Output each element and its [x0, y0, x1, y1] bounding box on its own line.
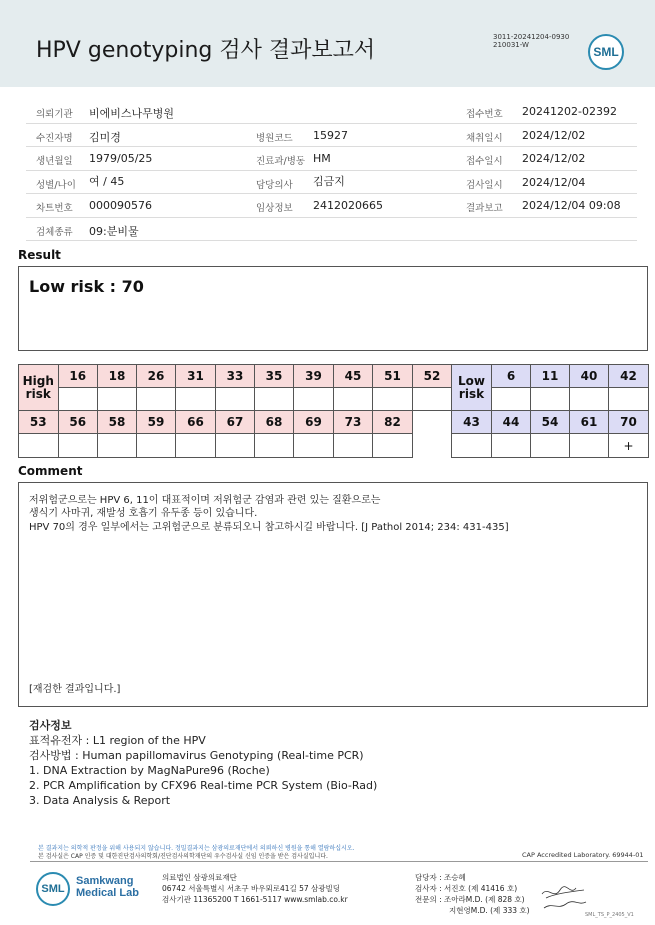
signature-icon	[540, 882, 590, 912]
genotype-result-cell	[215, 387, 255, 411]
test-info	[29, 718, 377, 808]
receipt-date-value: 2024/12/02	[522, 152, 586, 165]
chart-no-label: 차트번호	[36, 203, 73, 214]
staff-line-3: 전문의 : 조아라M.D. (제 828 호)	[415, 895, 525, 904]
addr-line-1: 의료법인 삼광의료재단	[162, 873, 237, 882]
genotype-result-cell	[569, 433, 609, 458]
genotype-result-cell	[608, 387, 649, 411]
test-info-title: 검사정보	[29, 719, 72, 732]
specimen-value: 09:분비물	[89, 224, 139, 238]
genotype-high-risk: 73	[333, 410, 373, 434]
clinical-label: 임상정보	[256, 203, 293, 214]
test-info-step-2: 2. PCR Amplification by CFX96 Real-time PCR System (Bio-Rad)	[29, 779, 378, 792]
footer-divider	[30, 861, 648, 862]
genotype-low-risk: 44	[491, 410, 531, 434]
genotype-high-risk: 18	[97, 364, 137, 388]
institution-value: 비에비스나무병원	[89, 107, 175, 120]
genotype-result-cell	[530, 387, 570, 411]
genotype-high-risk: 35	[254, 364, 294, 388]
high-risk-label-text: High risk	[22, 373, 54, 401]
brand-name-line-1: Samkwang	[76, 875, 134, 887]
patient-label: 수진자명	[36, 132, 73, 144]
report-label: 결과보고	[466, 203, 503, 214]
genotype-result-cell	[293, 433, 334, 458]
low-risk-label	[451, 364, 492, 411]
staff-line-4: 지현영M.D. (제 333 호)	[449, 906, 530, 915]
comment-line-3: HPV 70의 경우 일부에서는 고위험군으로 분류되오니 참고하시길 바랍니다. [J Pathol 2014; 234: 431-435]	[29, 522, 509, 533]
comment-section-label: Comment	[18, 464, 83, 478]
genotype-result-cell	[97, 387, 137, 411]
genotype-result-cell	[412, 387, 452, 411]
genotype-result-cell	[491, 433, 531, 458]
genotype-high-risk: 69	[293, 410, 334, 434]
dept-value: HM	[313, 152, 331, 165]
samkwang-logo-icon: SML	[36, 872, 70, 906]
report-value: 2024/12/04 09:08	[522, 199, 621, 212]
genotype-low-risk: 54	[530, 410, 570, 434]
samkwang-brand	[36, 872, 166, 906]
genotype-high-risk: 16	[58, 364, 99, 388]
genotype-high-risk: 31	[175, 364, 216, 388]
genotype-high-risk: 82	[372, 410, 413, 434]
sml-logo-icon: SML	[588, 34, 624, 70]
collection-date-value: 2024/12/02	[522, 128, 586, 142]
genotype-low-risk: 11	[530, 364, 570, 388]
genotype-result-cell	[293, 387, 334, 411]
genotype-result-cell	[530, 433, 570, 458]
receipt-no-value: 20241202-02392	[522, 105, 617, 118]
genotype-high-risk: 59	[136, 410, 176, 434]
genotype-low-risk: 43	[451, 410, 492, 434]
staff-list	[415, 872, 530, 916]
sex-age-label: 성별/나이	[36, 179, 76, 191]
genotype-low-risk: 40	[569, 364, 609, 388]
genotype-result-cell	[175, 433, 216, 458]
info-row	[26, 100, 637, 124]
genotype-result-cell	[254, 387, 294, 411]
genotype-high-risk: 68	[254, 410, 294, 434]
report-title: HPV genotyping 검사 결과보고서	[36, 38, 376, 63]
doc-code-1: 3011-20241204-0930	[493, 33, 570, 41]
genotype-low-risk: 6	[491, 364, 531, 388]
patient-value: 김미경	[89, 130, 121, 144]
genotype-high-risk: 53	[18, 410, 59, 434]
genotype-result-cell	[333, 387, 373, 411]
genotype-high-risk: 26	[136, 364, 176, 388]
clinical-value: 2412020665	[313, 199, 383, 212]
dob-value: 1979/05/25	[89, 152, 153, 165]
high-risk-label	[18, 364, 59, 411]
positive-mark: +	[608, 433, 649, 458]
cap-accreditation: CAP Accredited Laboratory. 69944-01	[522, 851, 644, 859]
dob-label: 생년월일	[36, 156, 73, 167]
genotype-high-risk: 39	[293, 364, 334, 388]
genotype-low-risk: 70	[608, 410, 649, 434]
genotype-result-cell	[97, 433, 137, 458]
addr-line-2: 06742 서울특별시 서초구 바우뫼로41길 57 삼광빌딩	[162, 884, 341, 893]
genotype-result-cell	[451, 433, 492, 458]
info-row	[26, 147, 637, 171]
sex-age-value: 여 / 45	[89, 174, 125, 188]
result-box	[18, 266, 648, 351]
genotype-result-cell	[372, 433, 413, 458]
genotype-result-cell	[175, 387, 216, 411]
genotype-result-cell	[18, 433, 59, 458]
test-info-step-3: 3. Data Analysis & Report	[29, 794, 171, 807]
brand-name	[76, 875, 139, 899]
genotype-low-risk: 61	[569, 410, 609, 434]
genotype-result-cell	[569, 387, 609, 411]
chart-no-value: 000090576	[89, 199, 152, 212]
genotype-high-risk: 66	[175, 410, 216, 434]
genotype-low-risk: 42	[608, 364, 649, 388]
test-date-label: 검사일시	[466, 179, 503, 191]
dept-label: 진료과/병동	[256, 156, 306, 167]
collection-date-label: 채취일시	[466, 132, 503, 144]
low-risk-label-text: Low risk	[458, 373, 485, 401]
test-date-value: 2024/12/04	[522, 175, 586, 189]
addr-line-3: 검사기관 11365200 T 1661-5117 www.smlab.co.kr	[162, 895, 348, 904]
doctor-label: 담당의사	[256, 179, 293, 191]
info-row	[26, 171, 637, 195]
result-section-label: Result	[18, 248, 61, 262]
genotype-grid	[18, 364, 648, 457]
genotype-high-risk: 58	[97, 410, 137, 434]
staff-line-2: 검사자 : 서진호 (제 41416 호)	[415, 884, 518, 893]
genotype-result-cell	[333, 433, 373, 458]
genotype-high-risk: 56	[58, 410, 99, 434]
genotype-result-cell	[372, 387, 413, 411]
result-text: Low risk : 70	[29, 277, 144, 296]
genotype-high-risk: 52	[412, 364, 452, 388]
brand-name-line-2: Medical Lab	[76, 887, 139, 899]
comment-retest-note: [재검한 결과입니다.]	[29, 684, 121, 695]
genotype-result-cell	[491, 387, 531, 411]
info-row	[26, 124, 637, 148]
genotype-result-cell	[215, 433, 255, 458]
comment-line-2: 생식기 사마귀, 재발성 호흡기 유두종 등이 있습니다.	[29, 508, 258, 519]
receipt-no-label: 접수번호	[466, 109, 503, 120]
document-codes	[493, 33, 569, 49]
hospital-code-value: 15927	[313, 128, 348, 142]
form-code: SML_TS_P_2405_V1	[585, 912, 634, 918]
patient-info-table	[26, 100, 637, 241]
report-header	[0, 0, 655, 87]
test-info-target: 표적유전자 : L1 region of the HPV	[29, 734, 206, 747]
lab-address	[162, 872, 348, 905]
receipt-date-label: 접수일시	[466, 156, 503, 167]
genotype-high-risk: 67	[215, 410, 255, 434]
genotype-result-cell	[58, 433, 99, 458]
info-row	[26, 194, 637, 218]
doc-code-2: 210031-W	[493, 41, 529, 49]
genotype-high-risk: 45	[333, 364, 373, 388]
test-info-step-1: 1. DNA Extraction by MagNaPure96 (Roche)	[29, 764, 270, 777]
hospital-code-label: 병원코드	[256, 132, 293, 144]
notice-accreditation: 본 검사실은 CAP 인증 및 대한진단검사의학회/진단검사의학재단의 우수검사실 신임 인증을 받은 검사실입니다.	[38, 853, 328, 860]
genotype-result-cell	[254, 433, 294, 458]
genotype-high-risk: 51	[372, 364, 413, 388]
info-row	[26, 218, 637, 242]
specimen-label: 검체종류	[36, 226, 73, 238]
notice-disclaimer: 본 결과지는 의학적 판정을 위해 사용되지 않습니다. 정밀결과지는 삼광의료재단에서 의뢰하신 병원을 통해 열람하십시오.	[38, 845, 355, 852]
genotype-result-cell	[136, 433, 176, 458]
staff-line-1: 담당자 : 조승혜	[415, 873, 466, 882]
institution-label: 의뢰기관	[36, 109, 73, 120]
comment-box	[18, 482, 648, 707]
doctor-value: 김금지	[313, 174, 345, 188]
genotype-high-risk: 33	[215, 364, 255, 388]
genotype-result-cell	[136, 387, 176, 411]
test-info-method: 검사방법 : Human papillomavirus Genotyping (Real-time PCR)	[29, 749, 364, 762]
comment-line-1: 저위험군으로는 HPV 6, 11이 대표적이며 저위험군 감염과 관련 있는 질환으로는	[29, 495, 381, 506]
